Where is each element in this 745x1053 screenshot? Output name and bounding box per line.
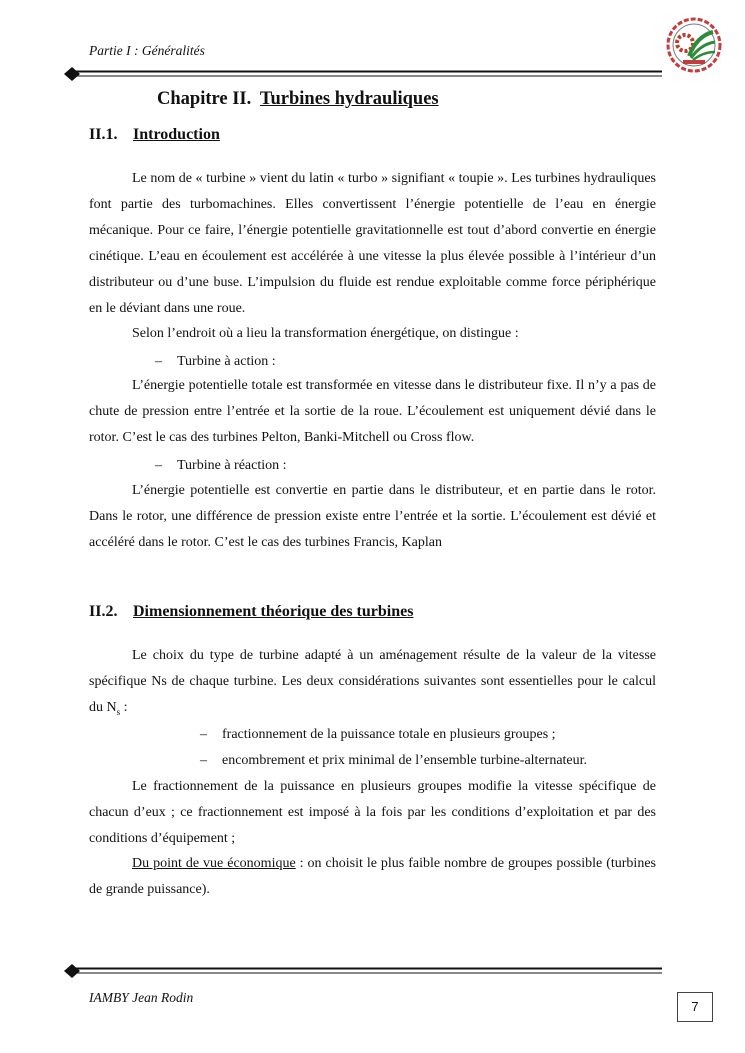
bullet-dash: – xyxy=(200,727,207,742)
list-item xyxy=(200,725,556,745)
paragraph-text: Le choix du type de turbine adapté à un aménagement résulte de la valeur de la vitesse spécifique Ns de chaque turbine. Les deux considérations suivantes sont essentielles pour le calcul du N xyxy=(89,648,656,715)
subscript: s xyxy=(116,706,121,717)
paragraph xyxy=(89,851,656,903)
chapter-number: Chapitre II. xyxy=(157,89,252,109)
section-title: Introduction xyxy=(133,126,220,143)
paragraph: Selon l’endroit où a lieu la transformation énergétique, on distingue : xyxy=(132,326,519,341)
list-item-text: fractionnement de la puissance totale en plusieurs groupes ; xyxy=(222,727,556,742)
chapter-title: Turbines hydrauliques xyxy=(259,89,439,109)
list-item xyxy=(200,751,587,771)
paragraph xyxy=(89,643,656,726)
header-divider xyxy=(62,67,662,81)
section-heading-dimensionnement xyxy=(89,603,413,621)
chapter-heading xyxy=(157,89,439,110)
paragraph: Le nom de « turbine » vient du latin « turbo » signifiant « toupie ». Les turbines hydrauliques font partie des turbomachines. Elles convertissent l’énergie potentielle de l’eau en énergie mécanique. Pour ce faire, l’énergie potentielle gravitationnelle est tout d’abord convertie en énergie cinétique. L’eau en écoulement est accélérée à une vitesse la plus élevée possible à l’intérieur d’un distributeur ou d’une buse. L’impulsion du fluide est rendue exploitable comme force périphérique en le déviant dans une roue. xyxy=(89,171,656,316)
underlined-phrase: Du point de vue économique xyxy=(132,856,296,871)
section-title: Dimensionnement théorique des turbines xyxy=(133,603,414,620)
paragraph-text: : on choisit le plus faible nombre de groupes possible (turbines de grande puissance). xyxy=(89,856,656,897)
section-heading-introduction xyxy=(89,126,220,144)
paragraph-text: : xyxy=(120,699,128,715)
list-item xyxy=(155,352,276,372)
paragraph: L’énergie potentielle est convertie en partie dans le distributeur, et en partie dans le rotor. Dans le rotor, une différence de pression existe entre l’entrée et la sortie. L’écoulement est dévié et accéléré dans le rotor. C’est le cas des turbines Francis, Kaplan xyxy=(89,483,656,550)
header-part-label: Partie I : Généralités xyxy=(89,43,205,58)
footer-author: IAMBY Jean Rodin xyxy=(89,990,194,1005)
paragraph: L’énergie potentielle totale est transformée en vitesse dans le distributeur fixe. Il n’y a pas de chute de pression entre l’entrée et la sortie de la roue. L’écoulement est uniquement dévié dans le rotor. C’est le cas des turbines Pelton, Banki-Mitchell ou Cross flow. xyxy=(89,378,656,445)
section-number: II.1. xyxy=(89,126,118,143)
page-number: 7 xyxy=(677,992,713,1022)
bullet-dash: – xyxy=(155,354,162,369)
paragraph: Le fractionnement de la puissance en plusieurs groupes modifie la vitesse spécifique de chacun d’eux ; ce fractionnement est imposé à la fois par les conditions d’exploitation et par des conditions d’équipement ; xyxy=(89,779,656,846)
list-item-text: Turbine à action : xyxy=(177,354,276,369)
footer-divider xyxy=(62,964,662,978)
bullet-dash: – xyxy=(155,458,162,473)
bullet-dash: – xyxy=(200,753,207,768)
list-item-text: encombrement et prix minimal de l’ensemble turbine-alternateur. xyxy=(222,753,588,768)
list-item-text: Turbine à réaction : xyxy=(177,458,287,473)
list-item xyxy=(155,456,287,476)
university-logo-icon xyxy=(663,16,725,74)
section-number: II.2. xyxy=(89,603,118,620)
